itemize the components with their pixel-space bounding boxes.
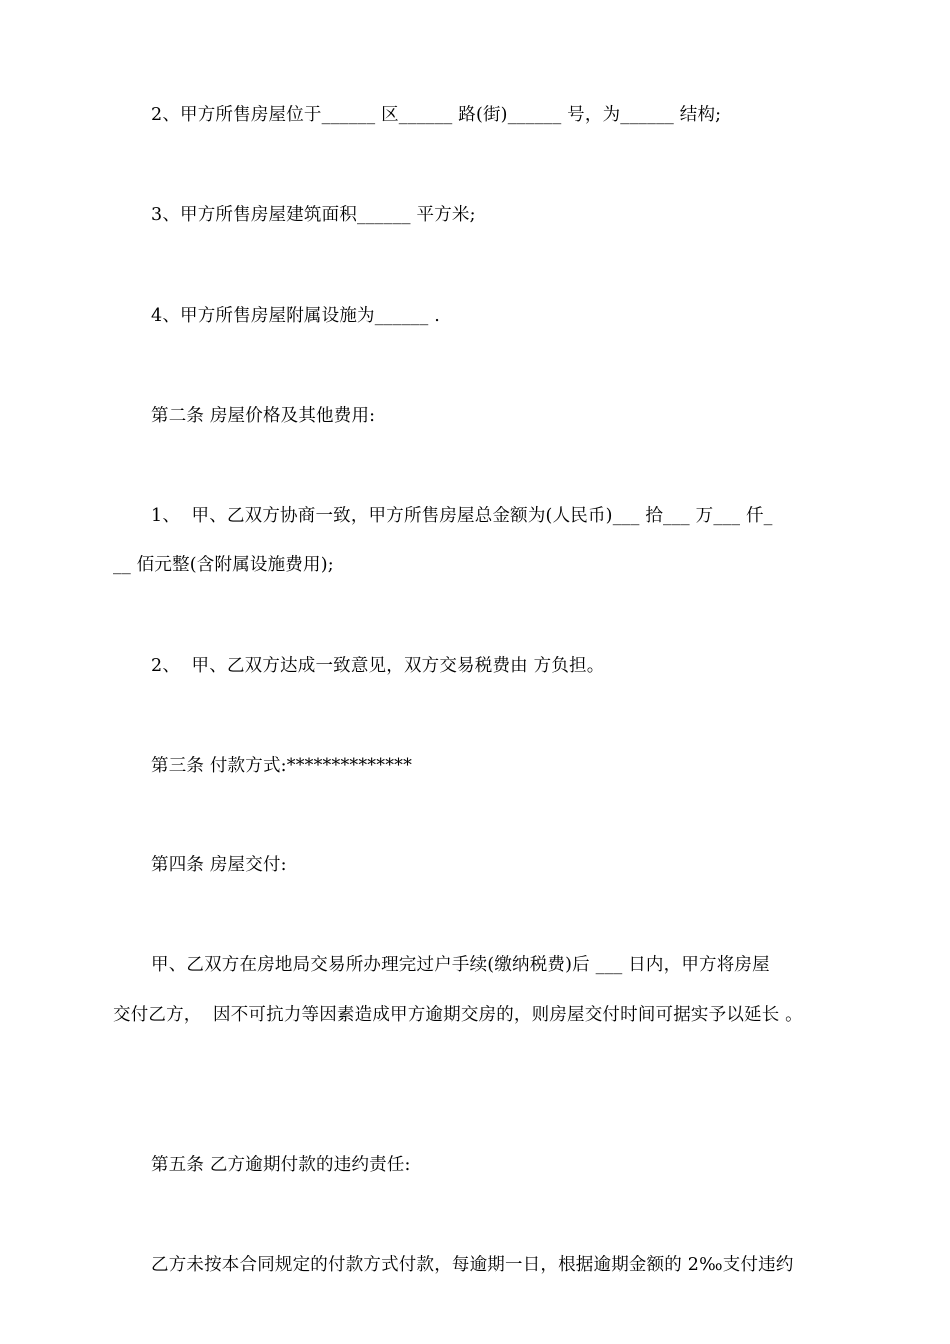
clause-item-facilities: 4、甲方所售房屋附属设施为______ . — [151, 306, 440, 326]
clause-item-taxes: 2、 甲、乙双方达成一致意见，双方交易税费由 方负担。 — [151, 656, 605, 676]
article-heading-delivery: 第四条 房屋交付: — [151, 855, 287, 875]
article-heading-late-payment: 第五条 乙方逾期付款的违约责任: — [151, 1155, 411, 1175]
clause-item-total-amount-continued: __ 佰元整(含附属设施费用); — [113, 555, 334, 575]
paragraph-delivery-continued: 交付乙方， 因不可抗力等因素造成甲方逾期交房的，则房屋交付时间可据实予以延长 。 — [113, 1005, 803, 1025]
clause-item-total-amount: 1、 甲、乙双方协商一致，甲方所售房屋总金额为(人民币)___ 拾___ 万___ 仟_ — [151, 506, 773, 526]
clause-item-location: 2、甲方所售房屋位于______ 区______ 路(街)______ 号，为______ 结构; — [151, 105, 722, 125]
article-heading-payment: 第三条 付款方式:************** — [151, 756, 413, 776]
paragraph-late-payment: 乙方未按本合同规定的付款方式付款，每逾期一日，根据逾期金额的 2‰支付违约 — [151, 1255, 794, 1275]
clause-item-area: 3、甲方所售房屋建筑面积______ 平方米; — [151, 205, 476, 225]
paragraph-delivery: 甲、乙双方在房地局交易所办理完过户手续(缴纳税费)后 ___ 日内，甲方将房屋 — [151, 955, 770, 975]
article-heading-price: 第二条 房屋价格及其他费用: — [151, 406, 376, 426]
